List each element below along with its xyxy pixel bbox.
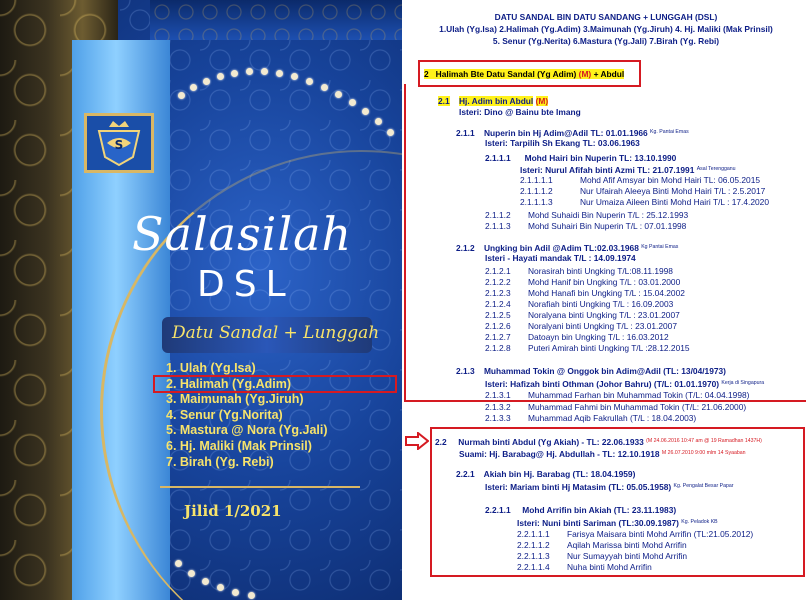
row-num: 2.1.2.7 [485, 332, 511, 342]
sec213-text: Muhammad Tokin @ Onggok bin Adim@Adil (TL: 13/04/1973) [483, 366, 726, 376]
cover-title: Salasilah [132, 207, 353, 261]
row-2211-1 [517, 529, 753, 539]
row-212-1 [485, 266, 673, 276]
sec211-num: 2.1.1 [456, 128, 475, 138]
sec21-num: 2.1 [438, 96, 450, 106]
sec211-note: Kg. Pantai Emas [650, 129, 689, 135]
row-num: 2.1.2.8 [485, 343, 511, 353]
sec212-note: Kg Pantai Emas [641, 244, 679, 250]
sec2211-num: 2.2.1.1 [485, 505, 511, 515]
row-text: Muhammad Farhan bin Muhammad Tokin (T/L: 04.04.1998) [528, 390, 750, 400]
row-2111-1 [520, 175, 760, 185]
arrow-right-icon [405, 432, 429, 450]
sec213-note: Kerja di Singapura [721, 380, 765, 386]
row-text: Mohd Hanafi bin Ungking T/L : 15.04.2002 [528, 288, 685, 298]
sec213-spouse: Isteri: Hafizah binti Othman (Johor Bahru) (T/L: 01.01.1970) [485, 379, 720, 389]
sec2111-spouse-line [520, 164, 736, 175]
row-num: 2.1.3.2 [485, 402, 511, 412]
cover-subtitle: DSL [197, 264, 295, 305]
book-cover [0, 0, 402, 600]
sec22-spouse: Suami: Hj. Barabag@ Hj. Abdullah - TL: 12.10.1918 [459, 449, 660, 459]
row-212-2 [485, 277, 680, 287]
child-item: 2. Halimah (Yg.Adim) [166, 376, 292, 391]
sec221-note: Kg. Pengalat Besar Papar [673, 483, 734, 489]
sec22-note: (M 24.06.2016 10:47 am @ 19 Ramadhan 1437H) [646, 438, 762, 444]
row-text: Puteri Amirah binti Ungking T/L :28.12.2015 [528, 343, 690, 353]
emblem-crest [84, 113, 154, 173]
sec21-spouse: Isteri: Dino @ Bainu bte Imang [459, 107, 581, 117]
edition-label: Jilid 1/2021 [184, 502, 282, 520]
sec2-tail: + Abdul [593, 69, 625, 79]
script-title: Datu Sandal + Lunggah [172, 323, 380, 343]
doc-header-title: DATU SANDAL BIN DATU SANDANG + LUNGGAH (DSL) [494, 12, 718, 22]
sec212-spouse: Isteri - Hayati mandak T/L : 14.09.1974 [485, 253, 636, 263]
child-item: 5. Mastura @ Nora (Yg.Jali) [166, 423, 328, 438]
sec2111-line [485, 153, 676, 163]
doc-header-line3: 5. Senur (Yg.Nerita) 6.Mastura (Yg.Jali) 7.Birah (Yg. Rebi) [492, 36, 720, 46]
svg-text:S: S [114, 138, 124, 152]
row-2111-3 [520, 197, 769, 207]
row-num: 2.1.2.3 [485, 288, 511, 298]
row-text: Muhammad Aqib Fakrullah (T/L : 18.04.2003) [528, 413, 697, 423]
sec2211-spouse: Isteri: Nuni binti Sariman (TL:30.09.1987) [517, 518, 679, 528]
sec2111-note: Asal Terengganu [696, 166, 736, 172]
sec2111-spouse: Isteri: Nurul Afifah binti Azmi TL: 21.07.1991 [520, 165, 695, 175]
row-num: 2.1.1.3 [485, 221, 511, 231]
row-text: Aqilah Marissa binti Mohd Arrifin [567, 540, 687, 550]
sec2-line [424, 69, 624, 79]
sec211-text: Nuperin bin Hj Adim@Adil TL: 01.01.1966 [483, 128, 648, 138]
row-2211-4 [517, 562, 652, 572]
row-211-2 [485, 210, 688, 220]
sec2-text: Halimah Bte Datu Sandal (Yg Adim) [435, 69, 577, 79]
row-211-3 [485, 221, 686, 231]
sec213-line [456, 366, 726, 376]
row-212-3 [485, 288, 685, 298]
sec2211-note: Kg. Peladok KB [681, 519, 718, 525]
child-item: 1. Ulah (Yg.Isa) [166, 361, 256, 375]
sec22-line [435, 436, 762, 447]
row-212-4 [485, 299, 673, 309]
row-text: Nuha binti Mohd Arrifin [567, 562, 652, 572]
row-num: 2.1.1.1.1 [520, 175, 553, 185]
sec2211-line [485, 505, 676, 515]
row-2211-2 [517, 540, 687, 550]
row-text: Nur Ufairah Aleeya Binti Mohd Hairi T/L : 2.5.2017 [580, 186, 766, 196]
row-num: 2.1.3.3 [485, 413, 511, 423]
sec213-num: 2.1.3 [456, 366, 475, 376]
doc-header-line2: 1.Ulah (Yg.Isa) 2.Halimah (Yg.Adim) 3.Maimunah (Yg.Jiruh) 4. Hj. Maliki (Mak Prinsil) [439, 24, 773, 34]
script-banner [162, 317, 380, 353]
sec221-spouse: Isteri: Mariam binti Hj Matasim (TL: 05.05.1958) [485, 482, 672, 492]
highlight-box-halimah [153, 375, 397, 393]
row-213-3 [485, 413, 696, 423]
child-item: 7. Birah (Yg. Rebi) [166, 454, 274, 469]
sec22-num: 2.2 [435, 437, 447, 447]
row-num: 2.2.1.1.2 [517, 540, 550, 550]
crest-icon [93, 119, 145, 167]
child-item: 6. Hj. Maliki (Mak Prinsil) [166, 438, 312, 453]
row-num: 2.1.2.2 [485, 277, 511, 287]
sec2211-spouse-line [517, 517, 718, 528]
sec2211-text: Mohd Arrifin bin Akiah (TL: 23.11.1983) [522, 505, 677, 515]
row-213-1 [485, 390, 749, 400]
row-num: 2.2.1.1.1 [517, 529, 550, 539]
child-item: 4. Senur (Yg.Norita) [166, 407, 283, 422]
sec221-num: 2.2.1 [456, 469, 475, 479]
row-num: 2.2.1.1.3 [517, 551, 550, 561]
child-item: 3. Maimunah (Yg.Jiruh) [166, 392, 304, 407]
sec21-m: (M) [535, 96, 549, 106]
row-213-2 [485, 402, 746, 412]
row-2111-2 [520, 186, 765, 196]
row-text: Muhammad Fahmi bin Muhammad Tokin (T/L: 21.06.2000) [528, 402, 747, 412]
row-num: 2.1.2.4 [485, 299, 511, 309]
row-2211-3 [517, 551, 687, 561]
row-num: 2.1.1.1.2 [520, 186, 553, 196]
row-text: Mohd Afif Amsyar bin Mohd Hairi TL: 06.05.2015 [580, 175, 761, 185]
row-num: 2.1.1.2 [485, 210, 511, 220]
sec22-spouse-line [459, 448, 746, 459]
row-212-6 [485, 321, 677, 331]
sec221-line [456, 469, 635, 479]
row-num: 2.1.2.6 [485, 321, 511, 331]
gold-divider [160, 486, 360, 488]
row-text: Nur Umaiza Aileen Binti Mohd Hairi T/L : 17.4.2020 [580, 197, 769, 207]
row-num: 2.1.1.1.3 [520, 197, 553, 207]
sec21-text: Hj. Adim bin Abdul [458, 96, 534, 106]
row-num: 2.1.2.5 [485, 310, 511, 320]
row-212-5 [485, 310, 680, 320]
sec2-num: 2 [424, 69, 429, 79]
row-num: 2.2.1.1.4 [517, 562, 550, 572]
sec22-text: Nurmah binti Abdul (Yg Akiah) - TL: 22.06.1933 [458, 437, 644, 447]
sec2111-text: Mohd Hairi bin Nuperin TL: 13.10.1990 [524, 153, 677, 163]
row-text: Noralyana binti Ungking T/L : 23.01.2007 [528, 310, 680, 320]
top-ornament-band [150, 0, 402, 40]
row-text: Mohd Suhaidi Bin Nuperin T/L : 25.12.1993 [528, 210, 689, 220]
sec22-note2: M 26.07.2010 9:00 mlm 14 Syaaban [661, 450, 746, 456]
row-212-8 [485, 343, 690, 353]
row-text: Norasirah binti Ungking T/L:08.11.1998 [528, 266, 673, 276]
genealogy-document [404, 0, 808, 600]
row-text: Farisya Maisara binti Mohd Arrifin (TL:21.05.2012) [567, 529, 754, 539]
row-text: Norafiah binti Ungking T/L : 16.09.2003 [528, 299, 674, 309]
row-num: 2.1.2.1 [485, 266, 511, 276]
row-text: Mohd Hanif bin Ungking T/L : 03.01.2000 [528, 277, 681, 287]
row-text: Noralyani binti Ungking T/L : 23.01.2007 [528, 321, 677, 331]
row-text: Mohd Suhairi Bin Nuperin T/L : 07.01.1998 [528, 221, 687, 231]
sec21-line [438, 96, 548, 106]
sec212-num: 2.1.2 [456, 243, 475, 253]
sec221-spouse-line [485, 481, 733, 492]
row-num: 2.1.3.1 [485, 390, 511, 400]
sec213-spouse-line [485, 378, 764, 389]
sec2-m: (M) [578, 69, 592, 79]
sec212-line [456, 242, 678, 253]
sec2111-num: 2.1.1.1 [485, 153, 511, 163]
row-text: Nur Sumayyah binti Mohd Arrifin [567, 551, 688, 561]
sec221-text: Akiah bin Hj. Barabag (TL: 18.04.1959) [483, 469, 636, 479]
sec211-line [456, 127, 689, 138]
sec212-text: Ungking bin Adil @Adim TL:02.03.1968 [483, 243, 639, 253]
row-212-7 [485, 332, 669, 342]
row-text: Datoayn bin Ungking T/L : 16.03.2012 [528, 332, 669, 342]
sec211-spouse: Isteri: Tarpilih Sh Ekang TL: 03.06.1963 [485, 138, 640, 148]
